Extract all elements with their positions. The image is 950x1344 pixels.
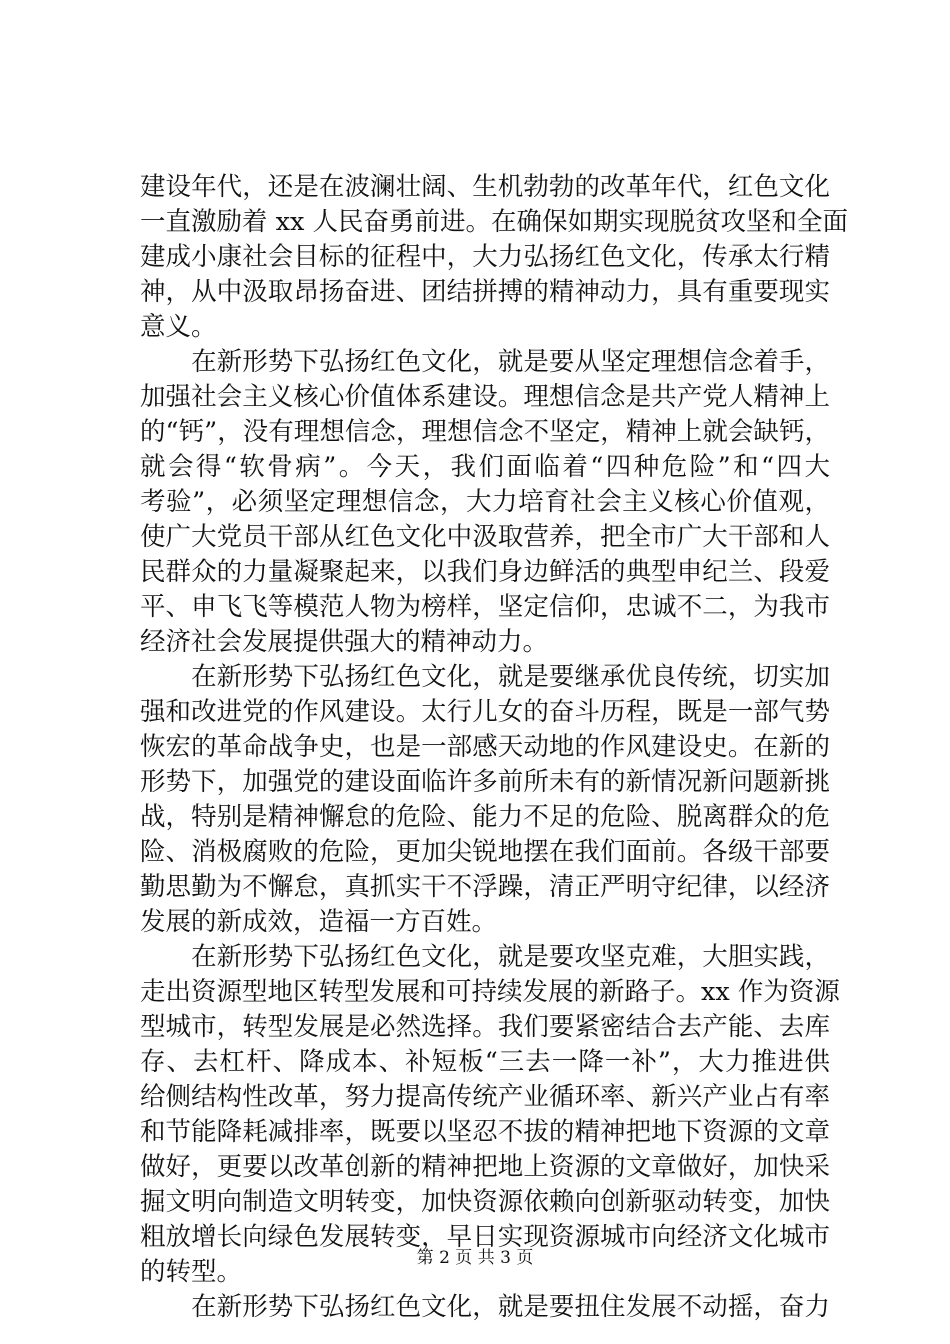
text-line: 强和改进党的作风建设。太行儿女的奋斗历程，既是一部气势 [140, 697, 830, 727]
text-line: 险、消极腐败的危险，更加尖锐地摆在我们面前。各级干部要 [140, 837, 830, 867]
text-line: 和节能降耗减排率，既要以坚忍不拔的精神把地下资源的文章 [140, 1117, 830, 1147]
text-line: 民群众的力量凝聚起来，以我们身边鲜活的典型申纪兰、段爱 [140, 557, 830, 587]
text-line: 就会得“软骨病”。今天，我们面临着“四种危险”和“四大 [140, 452, 830, 482]
text-line: 的转型。 [140, 1257, 243, 1287]
page-footer: 第 2 页 共 3 页 [416, 1248, 534, 1268]
text-line: 存、去杠杆、降成本、补短板“三去一降一补”，大力推进供 [140, 1047, 830, 1077]
text-line: 建成小康社会目标的征程中，大力弘扬红色文化，传承太行精 [140, 242, 830, 272]
document-body [140, 170, 848, 1325]
text-line: 在新形势下弘扬红色文化，就是要从坚定理想信念着手， [140, 347, 830, 377]
text-line: 加强社会主义核心价值体系建设。理想信念是共产党人精神上 [140, 382, 830, 412]
text-line: 在新形势下弘扬红色文化，就是要继承优良传统，切实加 [140, 662, 830, 692]
text-line: 平、申飞飞等模范人物为榜样，坚定信仰，忠诚不二，为我市 [140, 592, 830, 622]
text-line: 经济社会发展提供强大的精神动力。 [140, 627, 549, 657]
text-line: 走出资源型地区转型发展和可持续发展的新路子。xx 作为资源 [140, 977, 840, 1007]
text-line: 在新形势下弘扬红色文化，就是要扭住发展不动摇，奋力 [140, 1292, 830, 1322]
text-line: 型城市，转型发展是必然选择。我们要紧密结合去产能、去库 [140, 1012, 830, 1042]
text-line: 意义。 [140, 312, 217, 342]
text-line: 做好，更要以改革创新的精神把地上资源的文章做好，加快采 [140, 1152, 830, 1182]
text-line: 建设年代，还是在波澜壮阔、生机勃勃的改革年代，红色文化 [140, 172, 830, 202]
text-line: 考验”，必须坚定理想信念，大力培育社会主义核心价值观， [140, 487, 830, 517]
text-line: 形势下，加强党的建设面临许多前所未有的新情况新问题新挑 [140, 767, 830, 797]
text-line: 掘文明向制造文明转变，加快资源依赖向创新驱动转变，加快 [140, 1187, 830, 1217]
text-line: 使广大党员干部从红色文化中汲取营养，把全市广大干部和人 [140, 522, 830, 552]
text-line: 在新形势下弘扬红色文化，就是要攻坚克难，大胆实践， [140, 942, 830, 972]
text-line: 神，从中汲取昂扬奋进、团结拼搏的精神动力，具有重要现实 [140, 277, 830, 307]
text-line: 恢宏的革命战争史，也是一部感天动地的作风建设史。在新的 [140, 732, 830, 762]
text-line: 给侧结构性改革，努力提高传统产业循环率、新兴产业占有率 [140, 1082, 830, 1112]
text-line: 的“钙”，没有理想信念，理想信念不坚定，精神上就会缺钙， [140, 417, 830, 447]
text-line: 勤思勤为不懈怠，真抓实干不浮躁，清正严明守纪律，以经济 [140, 872, 830, 902]
text-line: 一直激励着 xx 人民奋勇前进。在确保如期实现脱贫攻坚和全面 [140, 207, 848, 237]
text-line: 发展的新成效，造福一方百姓。 [140, 907, 498, 937]
text-line: 战，特别是精神懈怠的危险、能力不足的危险、脱离群众的危 [140, 802, 830, 832]
text-line: 粗放增长向绿色发展转变，早日实现资源城市向经济文化城市 [140, 1222, 830, 1252]
